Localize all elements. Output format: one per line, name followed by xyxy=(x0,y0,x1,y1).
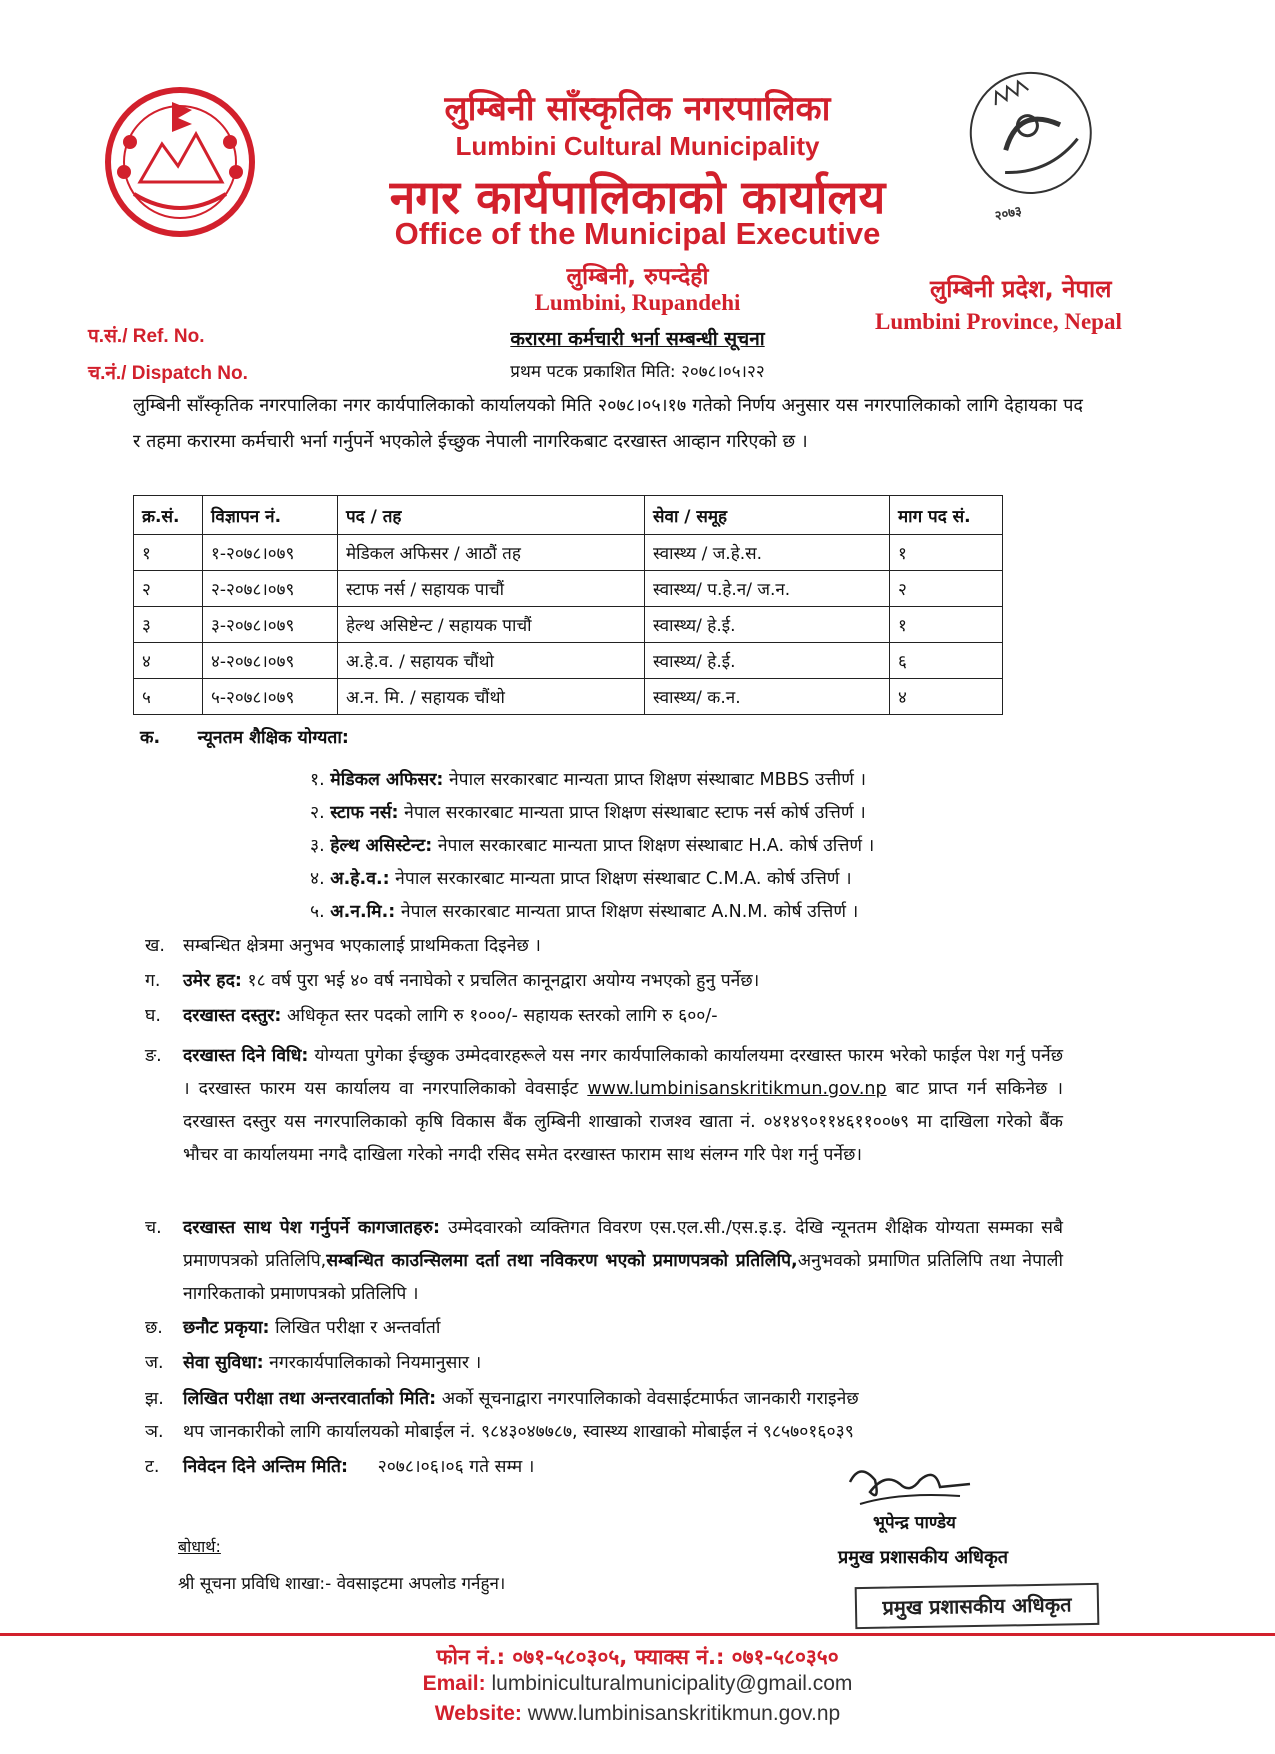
item-number: १. xyxy=(310,770,325,790)
section-text: अर्को सूचनाद्वारा नगरपालिकाको वेवसाईटमार्फत जानकारी गराइनेछ xyxy=(441,1389,859,1409)
item-post: मेडिकल अफिसर: xyxy=(330,770,444,790)
section-title: छनौट प्रकृया: xyxy=(183,1318,270,1338)
item-number: ५. xyxy=(310,902,325,922)
section-label: ञ. xyxy=(145,1422,164,1442)
signatory-title: प्रमुख प्रशासकीय अधिकृत xyxy=(838,1547,1009,1568)
cell: स्वास्थ्य/ हे.ई. xyxy=(645,607,890,643)
cell: २-२०७८।०७९ xyxy=(203,571,338,607)
section-label: ख. xyxy=(145,936,165,956)
section-benefits xyxy=(145,1347,1065,1380)
table-row xyxy=(134,643,1003,679)
section-documents xyxy=(145,1212,1065,1311)
section-label: ज. xyxy=(145,1353,164,1373)
section-text: अनुभवको प्रमाणित प्रतिलिपि तथा नेपाली नागरिकताको प्रमाणपत्रको प्रतिलिपि । xyxy=(183,1251,1064,1304)
item-text: नेपाल सरकारबाट मान्यता प्राप्त शिक्षण संस्थाबाट H.A. कोर्ष उत्तिर्ण । xyxy=(437,836,875,856)
email-label: Email: xyxy=(422,1672,486,1695)
section-label: घ. xyxy=(145,1006,161,1026)
notice-title: करारमा कर्मचारी भर्ना सम्बन्धी सूचना xyxy=(510,328,765,350)
office-name-english: Office of the Municipal Executive xyxy=(394,216,881,251)
list-item xyxy=(310,863,1070,896)
cell: २ xyxy=(134,571,203,607)
cell: ४-२०७८।०७९ xyxy=(203,643,338,679)
list-item xyxy=(310,896,1070,929)
section-title: उमेर हद: xyxy=(183,971,242,991)
published-date: प्रथम पटक प्रकाशित मिति: २०७८।०५।२२ xyxy=(510,362,765,382)
province-english: Lumbini Province, Nepal xyxy=(875,309,1122,334)
section-label: ग. xyxy=(145,971,161,991)
item-number: २. xyxy=(310,803,325,823)
item-text: नेपाल सरकारबाट मान्यता प्राप्त शिक्षण संस्थाबाट MBBS उत्तीर्ण । xyxy=(448,770,867,790)
website-link[interactable]: www.lumbinisanskritikmun.gov.np xyxy=(587,1079,887,1099)
item-post: अ.हे.व.: xyxy=(330,869,390,889)
website-link[interactable]: www.lumbinisanskritikmun.gov.np xyxy=(527,1702,841,1725)
vacancy-table xyxy=(133,495,1003,715)
section-text: उम्मेदवारको व्यक्तिगत विवरण एस.एल.सी./एस.इ.इ. देखि न्यूनतम शैक्षिक योग्यता सम्मका सबै प्रमाणपत्रको प्रतिलिपि, xyxy=(183,1218,1063,1271)
section-qualification-heading xyxy=(140,722,349,755)
table-header-row xyxy=(134,496,1003,535)
col-post: पद / तह xyxy=(338,496,645,535)
section-selection-process xyxy=(145,1312,1065,1345)
signature-icon xyxy=(840,1462,980,1512)
section-title: लिखित परीक्षा तथा अन्तरवार्ताको मिति: xyxy=(183,1389,437,1409)
municipality-name-nepali: लुम्बिनी साँस्कृतिक नगरपालिका xyxy=(444,89,831,129)
footer-website xyxy=(0,1702,1275,1726)
col-service: सेवा / समूह xyxy=(645,496,890,535)
cell: १ xyxy=(890,535,1003,571)
item-text: नेपाल सरकारबाट मान्यता प्राप्त शिक्षण संस्थाबाट C.M.A. कोर्ष उत्तिर्ण । xyxy=(395,869,852,889)
footer-divider xyxy=(0,1633,1275,1636)
section-label: क. xyxy=(140,728,161,748)
cell: ५ xyxy=(134,679,203,715)
cell: १-२०७८।०७९ xyxy=(203,535,338,571)
cell: अ.न. मि. / सहायक चौंथो xyxy=(338,679,645,715)
section-label: ट. xyxy=(145,1457,160,1477)
section-title: सेवा सुविधा: xyxy=(183,1353,264,1373)
section-text: लिखित परीक्षा र अन्तर्वार्ता xyxy=(275,1318,441,1338)
section-fee xyxy=(145,1000,1065,1033)
cell: ६ xyxy=(890,643,1003,679)
section-text: अधिकृत स्तर पदको लागि रु १०००/- सहायक स्तरको लागि रु ६००/- xyxy=(286,1006,718,1026)
list-item xyxy=(310,764,1070,797)
cell: अ.हे.व. / सहायक चौंथो xyxy=(338,643,645,679)
cell: ५-२०७८।०७९ xyxy=(203,679,338,715)
office-name-nepali: नगर कार्यपालिकाको कार्यालय xyxy=(389,170,886,224)
section-title: निवेदन दिने अन्तिम मिति: xyxy=(183,1457,349,1477)
item-post: हेल्थ असिस्टेन्ट: xyxy=(330,836,433,856)
signatory-name: भूपेन्द्र पाण्डेय xyxy=(873,1513,956,1533)
section-text: योग्यता पुगेका ईच्छुक उम्मेदवारहरूले यस नगर कार्यपालिकाको कार्यालयमा दरखास्त फारम भरेको फाईल पेश गर्नु पर्नेछ । दरखास्त फारम यस कार्यालय वा नगरपालिकाको वेवसाईट xyxy=(183,1046,1064,1099)
cell: स्वास्थ्य/ क.न. xyxy=(645,679,890,715)
section-text: नगरकार्यपालिकाको नियमानुसार । xyxy=(269,1353,482,1373)
cc-item: श्री सूचना प्रविधि शाखा:- वेवसाइटमा अपलोड गर्नहुन। xyxy=(178,1574,506,1594)
cell: १ xyxy=(134,535,203,571)
col-serial: क्र.सं. xyxy=(134,496,203,535)
footer-phone: फोन नं.: ०७१-५८०३०५, फ्याक्स नं.: ०७१-५८०३५० xyxy=(436,1645,839,1669)
section-title: न्यूनतम शैक्षिक योग्यता: xyxy=(197,728,349,748)
cell: ४ xyxy=(134,643,203,679)
cell: स्वास्थ्य/ प.हे.न/ ज.न. xyxy=(645,571,890,607)
section-title: दरखास्त साथ पेश गर्नुपर्ने कागजातहरु: xyxy=(183,1218,441,1238)
section-exam-date xyxy=(145,1383,1075,1416)
section-text: थप जानकारीको लागि कार्यालयको मोबाईल नं. ९८४३०४७७८७, स्वास्थ्य शाखाको मोबाईल नं ९८५७०१६०३९ xyxy=(183,1422,854,1442)
footer-email xyxy=(0,1672,1275,1696)
item-post: स्टाफ नर्स: xyxy=(330,803,399,823)
cell: स्वास्थ्य / ज.हे.स. xyxy=(645,535,890,571)
item-text: नेपाल सरकारबाट मान्यता प्राप्त शिक्षण संस्थाबाट A.N.M. कोर्ष उत्तिर्ण । xyxy=(400,902,859,922)
cc-heading: बोधार्थ: xyxy=(178,1537,221,1556)
table-row xyxy=(134,679,1003,715)
item-number: ३. xyxy=(310,836,325,856)
section-label: छ. xyxy=(145,1318,163,1338)
section-text: २०७८।०६।०६ गते सम्म । xyxy=(377,1457,535,1477)
province-nepali: लुम्बिनी प्रदेश, नेपाल xyxy=(930,275,1112,303)
email-link[interactable]: lumbiniculturalmunicipality@gmail.com xyxy=(491,1672,853,1695)
item-text: नेपाल सरकारबाट मान्यता प्राप्त शिक्षण संस्थाबाट स्टाफ नर्स कोर्ष उत्तिर्ण । xyxy=(404,803,866,823)
cell: ३-२०७८।०७९ xyxy=(203,607,338,643)
list-item xyxy=(310,830,1070,863)
cell: २ xyxy=(890,571,1003,607)
section-label: झ. xyxy=(145,1389,164,1409)
municipality-name-english: Lumbini Cultural Municipality xyxy=(455,131,820,161)
dispatch-number-label: च.नं./ Dispatch No. xyxy=(88,363,248,384)
item-number: ४. xyxy=(310,869,325,889)
svg-text:२०७३: २०७३ xyxy=(993,203,1024,225)
section-label: ङ. xyxy=(145,1046,162,1066)
cell: ३ xyxy=(134,607,203,643)
section-contact xyxy=(145,1416,1075,1449)
cell: स्वास्थ्य/ हे.ई. xyxy=(645,643,890,679)
section-text-bold: सम्बन्धित काउन्सिलमा दर्ता तथा नविकरण भएको प्रमाणपत्रको प्रतिलिपि, xyxy=(326,1251,798,1271)
list-item xyxy=(310,797,1070,830)
notice-intro: लुम्बिनी साँस्कृतिक नगरपालिका नगर कार्यपालिकाको कार्यालयको मिति २०७८।०५।१७ गतेको निर्णय अनुसार यस नगरपालिकाको लागि देहायका पद र तहमा करारमा कर्मचारी भर्ना गर्नुपर्ने भएकोले ईच्छुक नेपाली नागरिकबाट दरखास्त आव्हान गरिएको छ । xyxy=(133,395,1083,452)
col-demand: माग पद सं. xyxy=(890,496,1003,535)
cell: ४ xyxy=(890,679,1003,715)
section-text: १८ वर्ष पुरा भई ४० वर्ष ननाघेको र प्रचलित कानूनद्वारा अयोग्य नभएको हुनु पर्नेछ। xyxy=(247,971,760,991)
cell: १ xyxy=(890,607,1003,643)
section-label: च. xyxy=(145,1218,162,1238)
cell: मेडिकल अफिसर / आठौं तह xyxy=(338,535,645,571)
ref-number-label: प.सं./ Ref. No. xyxy=(88,326,205,347)
section-application-method xyxy=(145,1040,1065,1172)
section-age-limit xyxy=(145,965,1065,998)
website-label: Website: xyxy=(434,1702,522,1725)
item-post: अ.न.मि.: xyxy=(330,902,396,922)
location-english: Lumbini, Rupandehi xyxy=(534,290,741,315)
col-ad-number: विज्ञापन नं. xyxy=(203,496,338,535)
section-text: बाट प्राप्त गर्न सकिनेछ । दरखास्त दस्तुर यस नगरपालिकाको कृषि विकास बैंक लुम्बिनी शाखाको राजश्व खाता नं. ०४१४९०११४६११००७९ मा दाखिला गरेको बैंक भौचर वा कार्यालयमा नगदै दाखिला गरेको नगदी रसिद समेत दरखास्त फाराम साथ संलग्न गरि पेश गर्नु पर्नेछ। xyxy=(183,1079,1063,1165)
cell: स्टाफ नर्स / सहायक पाचौं xyxy=(338,571,645,607)
section-title: दरखास्त दस्तुर: xyxy=(183,1006,282,1026)
table-row xyxy=(134,535,1003,571)
table-row xyxy=(134,607,1003,643)
qualification-list xyxy=(310,764,1070,929)
location-nepali: लुम्बिनी, रुपन्देही xyxy=(566,264,709,290)
section-experience xyxy=(145,930,1065,963)
section-text: सम्बन्धित क्षेत्रमा अनुभव भएकालाई प्राथमिकता दिइनेछ । xyxy=(183,936,541,956)
designation-stamp: प्रमुख प्रशासकीय अधिकृत xyxy=(855,1583,1100,1629)
cell: हेल्थ असिष्टेन्ट / सहायक पाचौं xyxy=(338,607,645,643)
section-title: दरखास्त दिने विधि: xyxy=(183,1046,309,1066)
table-row xyxy=(134,571,1003,607)
